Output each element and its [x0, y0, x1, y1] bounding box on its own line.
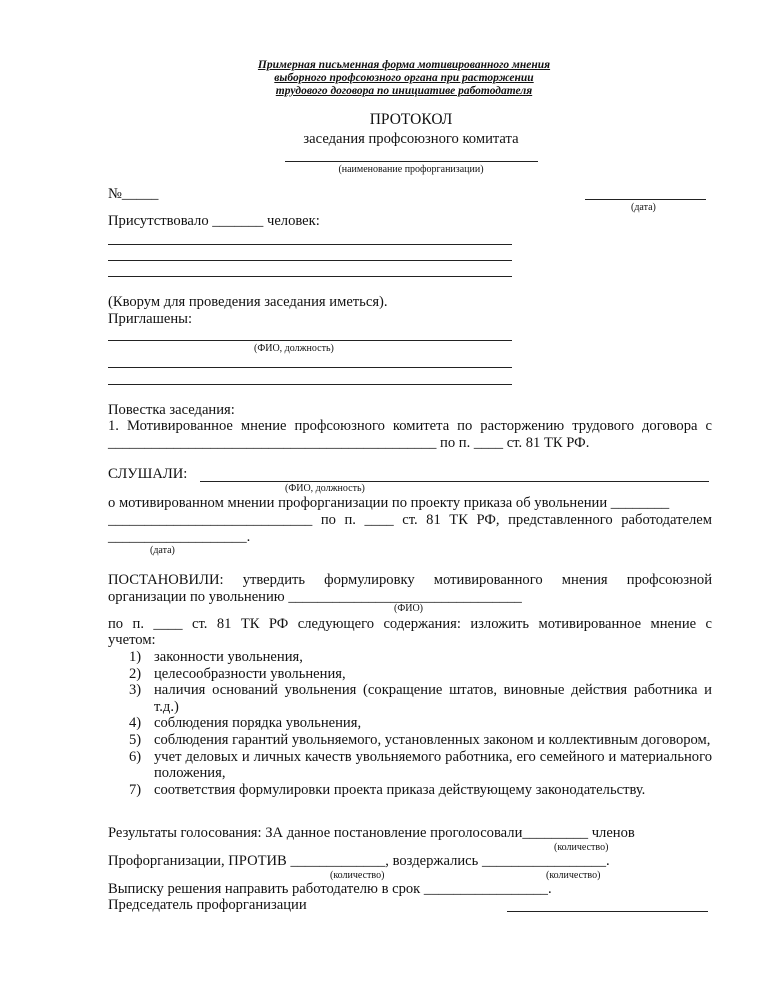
- invited-line-2: [108, 367, 512, 368]
- protocol-subtitle: заседания профсоюзного комитата: [303, 131, 519, 147]
- voting-caption-2: (количество): [330, 870, 385, 881]
- heard-fio-line: [200, 481, 709, 482]
- agenda-item-1-cont: _____________________________________________ по п. ____ ст. 81 ТК РФ.: [108, 435, 590, 451]
- date-line: [585, 199, 706, 200]
- chairman-label: Председатель профорганизации: [108, 897, 307, 913]
- resolved-fio-caption: (ФИО): [394, 603, 424, 614]
- form-header: [0, 59, 768, 98]
- date-caption: (дата): [631, 202, 656, 213]
- present-count: Присутствовало _______ человек:: [108, 213, 320, 229]
- heard-date-caption: (дата): [150, 545, 175, 556]
- heard-line-4: ___________________.: [108, 529, 251, 545]
- heard-line-2: о мотивированном мнении профорганизации по проекту приказа об увольнении ________: [108, 495, 670, 511]
- voting-line-1: Результаты голосования: ЗА данное постановление проголосовали_________ членов: [108, 825, 635, 841]
- list-item: 2) целесообразности увольнения,: [129, 665, 346, 682]
- quorum-text: (Кворум для проведения заседания иметься).: [108, 294, 388, 310]
- list-item: 3) наличия оснований увольнения (сокращение штатов, виновные действия работника и т.д.): [129, 682, 712, 715]
- heard-label: СЛУШАЛИ:: [108, 466, 188, 482]
- org-name-caption: (наименование профорганизации): [338, 164, 484, 175]
- agenda-item-1: 1. Мотивированное мнение профсоюзного комитета по расторжению трудового договора с: [108, 418, 712, 434]
- list-item: 6) учет деловых и личных качеств увольняемого работника, его семейного и материального положения,: [129, 748, 712, 782]
- resolved-line-2: организации по увольнению ________________________________: [108, 589, 522, 605]
- invited-line-1: [108, 340, 512, 341]
- invited-label: Приглашены:: [108, 311, 193, 327]
- heard-line-3: ____________________________ по п. ____ ст. 81 ТК РФ, представленного работодателем: [108, 512, 712, 528]
- protocol-number: №_____: [108, 186, 159, 202]
- invited-line-3: [108, 384, 512, 385]
- voting-line-2: Профорганизации, ПРОТИВ _____________, воздержались _________________.: [108, 853, 610, 869]
- list-item: 7) соответствия формулировки проекта приказа действующему законодательству.: [129, 781, 646, 798]
- header-line-3: трудового договора по инициативе работодателя: [275, 85, 533, 97]
- protocol-title: ПРОТОКОЛ: [369, 111, 453, 128]
- invited-caption: (ФИО, должность): [254, 343, 334, 354]
- extract-deadline: Выписку решения направить работодателю в срок _________________.: [108, 881, 552, 897]
- list-item: 1) законности увольнения,: [129, 649, 303, 665]
- voting-caption-3: (количество): [546, 870, 601, 881]
- heard-fio-caption: (ФИО, должность): [285, 483, 365, 494]
- header-line-2: выборного профсоюзного органа при расторжении: [274, 72, 534, 84]
- present-line-2: [108, 260, 512, 261]
- resolved-line-3: по п. ____ ст. 81 ТК РФ следующего содержания: изложить мотивированное мнение с: [108, 616, 712, 632]
- agenda-title: Повестка заседания:: [108, 402, 235, 418]
- voting-caption-1: (количество): [554, 842, 609, 853]
- list-item: 5) соблюдения гарантий увольняемого, установленных законом и коллективным договором,: [129, 731, 711, 748]
- org-name-line: [285, 161, 538, 162]
- present-line-1: [108, 244, 512, 245]
- chairman-signature-line: [507, 911, 708, 912]
- resolved-line-1: ПОСТАНОВИЛИ: утвердить формулировку мотивированного мнения профсоюзной: [108, 572, 712, 588]
- resolved-line-4: учетом:: [108, 632, 156, 648]
- header-line-1: Примерная письменная форма мотивированного мнения: [257, 59, 551, 71]
- list-item: 4) соблюдения порядка увольнения,: [129, 715, 362, 732]
- resolution-items-list: [108, 649, 712, 798]
- present-line-3: [108, 276, 512, 277]
